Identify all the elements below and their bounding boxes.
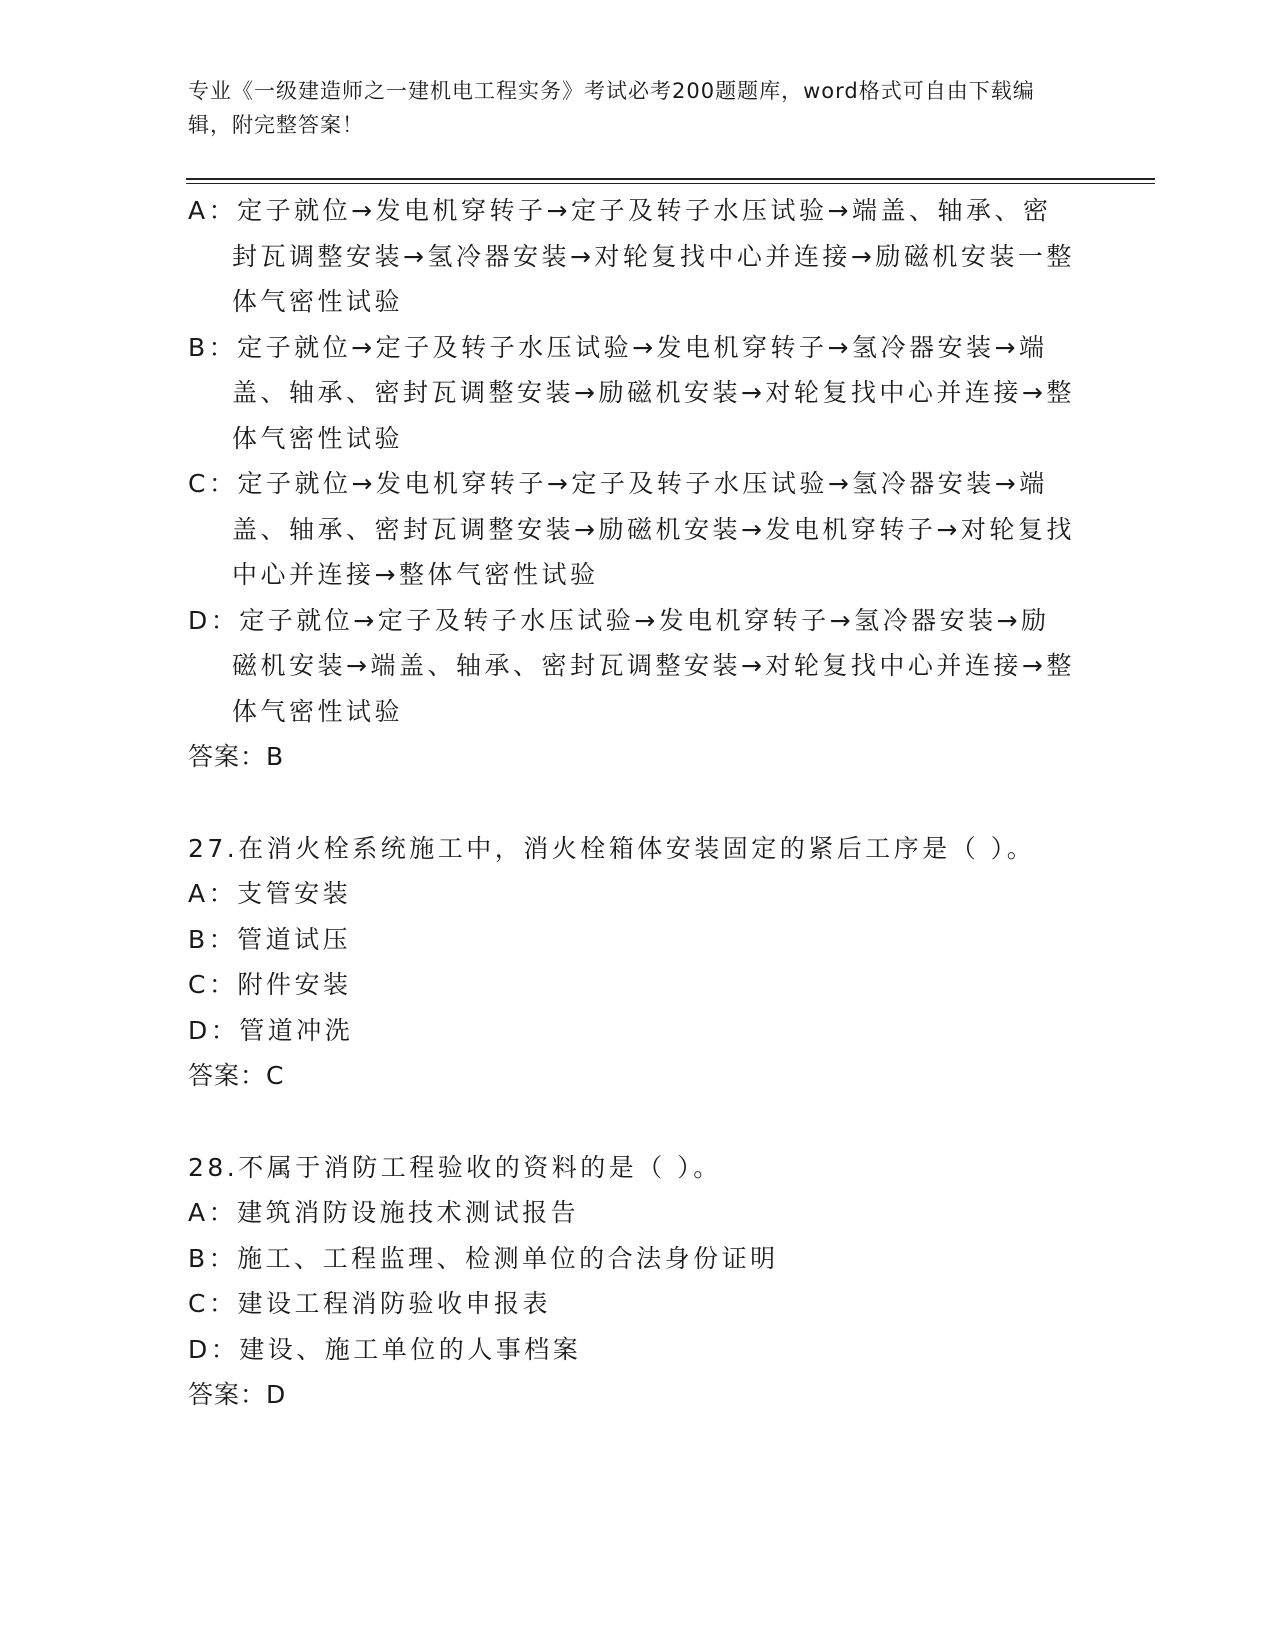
q28-option-b: B：施工、工程监理、检测单位的合法身份证明 [188,1243,779,1273]
q27-answer: 答案：C [188,1061,285,1090]
q28-option-a: A：建筑消防设施技术测试报告 [188,1198,580,1227]
q27-option-c: C：附件安装 [188,970,352,999]
header-text: 专业《一级建造师之一建机电工程实务》考试必考200题题库，word格式可自由下载编辑，附完整答案！ [188,79,1035,137]
q28-option-c: C：建设工程消防验收申报表 [188,1289,551,1318]
page-header [188,74,1068,142]
question-26-block [188,188,1078,780]
header-divider-thin [186,183,1155,184]
q28-question: 28.不属于消防工程验收的资料的是（ ）。 [188,1152,722,1182]
header-divider-thick [186,178,1155,180]
q26-option-a: A：定子就位→发电机穿转子→定子及转子水压试验→端盖、轴承、密封瓦调整安装→氢冷器安装→对轮复找中心并连接→励磁机安装一整体气密性试验 [188,196,1075,316]
q26-option-d: D：定子就位→定子及转子水压试验→发电机穿转子→氢冷器安装→励磁机安装→端盖、轴承、密封瓦调整安装→对轮复找中心并连接→整体气密性试验 [188,605,1075,726]
spacer [188,1099,1078,1145]
q27-option-b: B：管道试压 [188,924,352,954]
q26-answer: 答案：B [188,742,285,771]
q28-option-d: D：建设、施工单位的人事档案 [188,1334,582,1364]
q26-option-c: C：定子就位→发电机穿转子→定子及转子水压试验→氢冷器安装→端盖、轴承、密封瓦调整安装→励磁机安装→发电机穿转子→对轮复找中心并连接→整体气密性试验 [188,469,1075,589]
question-28-block [188,1145,1078,1418]
q26-option-b: B：定子就位→定子及转子水压试验→发电机穿转子→氢冷器安装→端盖、轴承、密封瓦调整安装→励磁机安装→对轮复找中心并连接→整体气密性试验 [188,332,1075,453]
q27-question: 27.在消火栓系统施工中，消火栓箱体安装固定的紧后工序是（ ）。 [188,833,1036,863]
spacer [188,780,1078,826]
q27-option-d: D：管道冲洗 [188,1015,354,1045]
q28-answer: 答案：D [188,1380,287,1409]
q27-option-a: A：支管安装 [188,879,352,908]
question-content [188,188,1078,1418]
question-27-block [188,826,1078,1099]
